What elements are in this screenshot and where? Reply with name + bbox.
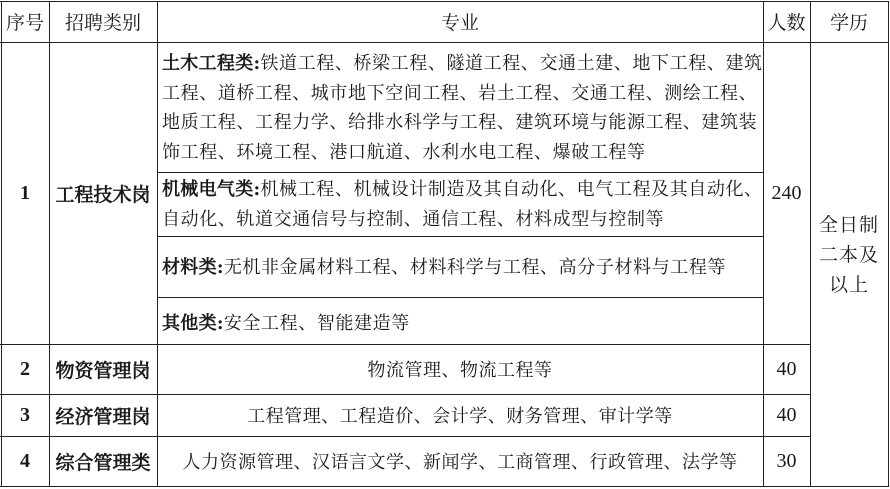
- table-border-right: [888, 1, 889, 487]
- major-group-other: [158, 309, 763, 341]
- major-group-civil: [158, 49, 763, 171]
- major-group-label: 材料类:: [162, 257, 224, 278]
- row4-count: 30: [776, 449, 797, 472]
- major-group-text: 无机非金属材料工程、材料科学与工程、高分子材料与工程等: [223, 257, 727, 278]
- row4-seq: 4: [20, 449, 30, 472]
- row3-count: 40: [776, 403, 797, 426]
- major-group-text: 铁道工程、桥梁工程、隧道工程、交通土建、地下工程、建筑工程、道桥工程、城市地下空间工程、岩土工程、交通工程、测绘工程、地质工程、工程力学、给排水科学与工程、建筑环境与能源工程、建筑装饰工程、环境工程、港口航道、水利水电工程、爆破工程等: [162, 53, 763, 163]
- major-group-mechanical: [158, 175, 763, 235]
- degree-line: 二本及: [818, 244, 879, 266]
- degree-line: 全日制: [818, 214, 879, 236]
- row3-major: 工程管理、工程造价、会计学、财务管理、审计学等: [247, 406, 673, 427]
- row2-count: 40: [776, 357, 797, 380]
- subgroup-divider-1: [158, 172, 763, 173]
- degree-line: 以上: [828, 274, 869, 296]
- row3-category: 经济管理岗: [55, 405, 151, 428]
- header-category: 招聘类别: [64, 12, 141, 34]
- major-group-materials: [158, 253, 763, 293]
- row4-category: 综合管理类: [55, 451, 151, 474]
- row3-seq: 3: [20, 403, 30, 426]
- row1-count: 240: [771, 181, 802, 204]
- header-major: 专业: [440, 12, 479, 34]
- row2-major: 物流管理、物流工程等: [367, 360, 553, 381]
- table-border-bottom: [0, 486, 889, 487]
- major-group-label: 机械电气类:: [162, 179, 261, 200]
- major-group-label: 土木工程类:: [162, 53, 261, 74]
- header-count: 人数: [767, 12, 806, 34]
- subgroup-divider-3: [158, 297, 763, 298]
- row2-category: 物资管理岗: [55, 359, 151, 382]
- row1-category: 工程技术岗: [55, 183, 151, 206]
- major-group-text: 机械工程、机械设计制造及其自动化、电气工程及其自动化、自动化、轨道交通信号与控制、通信工程、材料成型与控制等: [162, 179, 763, 230]
- header-degree: 学历: [829, 12, 868, 34]
- major-group-label: 其他类:: [162, 313, 224, 334]
- row2-seq: 2: [20, 357, 30, 380]
- header-seq: 序号: [5, 12, 44, 34]
- row1-seq: 1: [20, 181, 30, 204]
- subgroup-divider-2: [158, 236, 763, 237]
- major-group-text: 安全工程、智能建造等: [223, 313, 410, 334]
- row4-major: 人力资源管理、汉语言文学、新闻学、工商管理、行政管理、法学等: [182, 452, 738, 473]
- degree-cell: [810, 210, 888, 310]
